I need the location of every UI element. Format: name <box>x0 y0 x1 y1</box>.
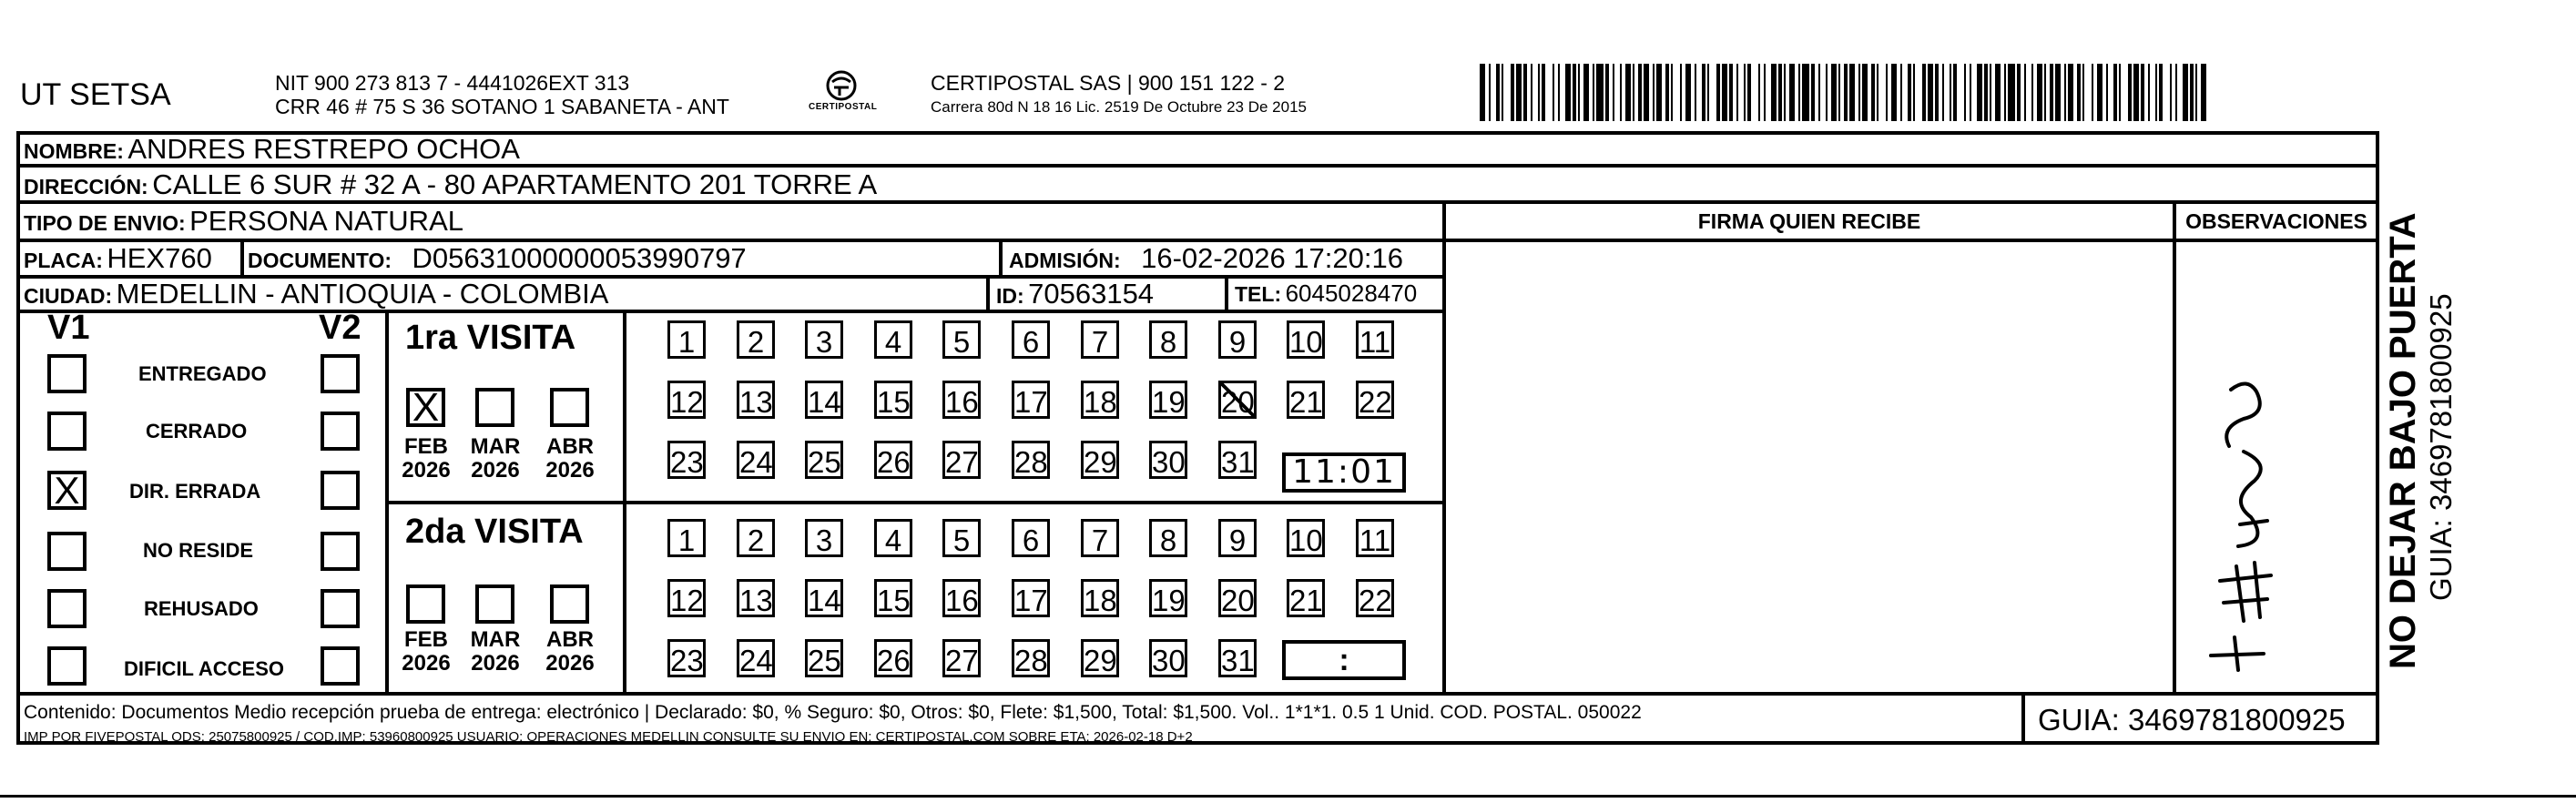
days2-day-25[interactable]: 25 <box>805 639 843 677</box>
v2-label: V2 <box>319 309 361 347</box>
barcode-bar <box>1729 64 1733 121</box>
barcode-bar <box>1862 64 1868 121</box>
barcode-bar <box>1789 64 1795 121</box>
days2-day-18[interactable]: 18 <box>1081 579 1119 617</box>
days2-day-4[interactable]: 4 <box>874 519 912 557</box>
documento-value: D05631000000053990797 <box>412 242 747 274</box>
month-feb-label: FEB <box>404 627 448 652</box>
days1-day-9[interactable]: 9 <box>1218 320 1257 359</box>
days2-day-19[interactable]: 19 <box>1149 579 1187 617</box>
first-visit-month-feb-box[interactable]: X <box>406 388 445 427</box>
v2-checkbox-no-reside[interactable] <box>321 532 360 571</box>
doc-adm-divider <box>999 239 1003 275</box>
days1-day-23[interactable]: 23 <box>667 441 706 479</box>
barcode-bar <box>1771 64 1777 121</box>
barcode-bar <box>1744 64 1746 121</box>
days1-day-15[interactable]: 15 <box>874 381 912 419</box>
barcode-bar <box>2092 64 2093 121</box>
status-no-reside: NO RESIDE <box>143 539 254 562</box>
company-name: UT SETSA <box>20 77 171 112</box>
certipostal-logo <box>812 67 871 126</box>
barcode-bar <box>1977 64 1982 121</box>
barcode-bar <box>1565 64 1571 121</box>
barcode-bar <box>1984 64 1988 121</box>
days1-day-17[interactable]: 17 <box>1012 381 1050 419</box>
documento-row <box>248 242 747 275</box>
days2-day-7[interactable]: 7 <box>1081 519 1119 557</box>
barcode-bar <box>1523 64 1527 121</box>
barcode-bar <box>1638 64 1642 121</box>
barcode-bar <box>1489 64 1491 121</box>
days2-day-5[interactable]: 5 <box>942 519 981 557</box>
placa-row <box>24 242 212 275</box>
barcode-bar <box>2024 64 2026 121</box>
v1-checkbox-cerrado[interactable] <box>47 412 87 451</box>
days1-day-22[interactable]: 22 <box>1356 381 1394 419</box>
barcode-bar <box>1995 64 2001 121</box>
v2-checkbox-entregado[interactable] <box>321 354 360 393</box>
first-visit-title: 1ra VISITA <box>405 319 576 357</box>
days1-day-19[interactable]: 19 <box>1149 381 1187 419</box>
first-visit-month-abr-box[interactable] <box>550 388 589 427</box>
barcode-bar <box>1942 64 1944 121</box>
ciudad-label: CIUDAD: <box>24 284 113 308</box>
barcode-bar <box>2195 64 2197 121</box>
month-abr-label: ABR <box>546 434 594 459</box>
second-visit-month-feb-box[interactable] <box>406 584 445 624</box>
barcode-bar <box>1716 64 1720 121</box>
days2-day-30[interactable]: 30 <box>1149 639 1187 677</box>
barcode-bar <box>2077 64 2081 121</box>
barcode-bar <box>1531 64 1532 121</box>
barcode-bar <box>2031 64 2033 121</box>
nombre-label: NOMBRE: <box>24 139 124 163</box>
barcode-bar <box>1831 64 1837 121</box>
days1-day-11[interactable]: 11 <box>1356 320 1394 359</box>
barcode-bar <box>1798 64 1800 121</box>
days2-day-24[interactable]: 24 <box>737 639 775 677</box>
barcode-bar <box>2037 64 2042 121</box>
barcode-bar <box>2082 64 2084 121</box>
days1-day-16[interactable]: 16 <box>942 381 981 419</box>
barcode-bar <box>1538 64 1540 121</box>
tel-row <box>1235 280 1417 308</box>
obs-left-line <box>2173 200 2176 694</box>
year-label: 2026 <box>545 458 595 483</box>
days2-day-15[interactable]: 15 <box>874 579 912 617</box>
barcode-bar <box>1891 64 1897 121</box>
days1-day-29[interactable]: 29 <box>1081 441 1119 479</box>
placa-value: HEX760 <box>107 242 212 274</box>
certipostal-line: CERTIPOSTAL SAS | 900 151 122 - 2 <box>931 71 1286 95</box>
days1-day-26[interactable]: 26 <box>874 441 912 479</box>
days1-day-8[interactable]: 8 <box>1149 320 1187 359</box>
status-dificil-acceso: DIFICIL ACCESO <box>124 657 285 680</box>
barcode-bar <box>2017 64 2021 121</box>
days1-day-18[interactable]: 18 <box>1081 381 1119 419</box>
tipo-row <box>24 205 463 238</box>
nombre-value: ANDRES RESTREPO OCHOA <box>127 133 520 165</box>
barcode-bar <box>1707 64 1709 121</box>
nombre-row <box>24 133 520 166</box>
barcode-bar <box>2141 64 2144 121</box>
days2-day-23[interactable]: 23 <box>667 639 706 677</box>
admision-value: 16-02-2026 17:20:16 <box>1141 242 1403 274</box>
barcode-bar <box>1583 64 1589 121</box>
days1-day-1[interactable]: 1 <box>667 320 706 359</box>
barcode-bar <box>1516 64 1522 121</box>
days2-day-10[interactable]: 10 <box>1287 519 1325 557</box>
barcode-bar <box>2097 64 2103 121</box>
barcode-bar <box>1736 64 1738 121</box>
side-warning: NO DEJAR BAJO PUERTA <box>2383 212 2423 669</box>
second-visit-month-abr <box>541 628 599 676</box>
documento-label: DOCUMENTO: <box>248 249 392 272</box>
days2-day-17[interactable]: 17 <box>1012 579 1050 617</box>
ciudad-value: MEDELLIN - ANTIOQUIA - COLOMBIA <box>116 278 609 310</box>
first-visit-month-mar-box[interactable] <box>475 388 514 427</box>
barcode-bar <box>1496 64 1500 121</box>
barcode-bar <box>1702 64 1705 121</box>
barcode-bar <box>2201 64 2206 121</box>
barcode-bar <box>1644 64 1649 121</box>
month-feb-label: FEB <box>404 434 448 459</box>
v2-checkbox-cerrado[interactable] <box>321 412 360 451</box>
months-days-divider <box>623 310 626 692</box>
barcode-bar <box>1877 64 1879 121</box>
barcode-bar <box>2008 64 2015 121</box>
days1-day-24[interactable]: 24 <box>737 441 775 479</box>
barcode-bar <box>2183 64 2188 121</box>
v1-checkbox-dificil-acceso[interactable] <box>47 646 87 686</box>
days2-day-9[interactable]: 9 <box>1218 519 1257 557</box>
barcode-bar <box>1802 64 1809 121</box>
days1-day-21[interactable]: 21 <box>1287 381 1325 419</box>
admision-row <box>1009 242 1403 275</box>
barcode-bar <box>1625 64 1631 121</box>
days2-day-31[interactable]: 31 <box>1218 639 1257 677</box>
days2-day-12[interactable]: 12 <box>667 579 706 617</box>
barcode-bar <box>2064 64 2066 121</box>
barcode-bar <box>1844 64 1848 121</box>
id-label: ID: <box>996 284 1024 308</box>
days2-day-28[interactable]: 28 <box>1012 639 1050 677</box>
barcode-bar <box>1953 64 1957 121</box>
barcode-bar <box>2128 64 2132 121</box>
days2-day-13[interactable]: 13 <box>737 579 775 617</box>
barcode-bar <box>1811 64 1815 121</box>
barcode-bar <box>1900 64 1902 121</box>
days2-day-22[interactable]: 22 <box>1356 579 1394 617</box>
barcode-bar <box>1784 64 1786 121</box>
days2-day-14[interactable]: 14 <box>805 579 843 617</box>
days1-day-3[interactable]: 3 <box>805 320 843 359</box>
barcode-bar <box>1596 64 1604 121</box>
barcode-bar <box>1553 64 1554 121</box>
ciudad-row <box>24 278 608 310</box>
barcode-bar <box>1758 64 1760 121</box>
barcode-bar <box>1826 64 1828 121</box>
days2-day-20[interactable]: 20 <box>1218 579 1257 617</box>
month-mar-label: MAR <box>470 434 521 459</box>
tipo-value: PERSONA NATURAL <box>189 205 463 237</box>
barcode-bar <box>2155 64 2157 121</box>
barcode-bar <box>1871 64 1875 121</box>
year-label: 2026 <box>471 458 520 483</box>
barcode-bar <box>2148 64 2150 121</box>
v2-checkbox-dificil-acceso[interactable] <box>321 646 360 686</box>
barcode-bar <box>2119 64 2121 121</box>
year-label: 2026 <box>402 651 451 676</box>
certipostal-logo-icon <box>812 67 871 126</box>
days2-day-8[interactable]: 8 <box>1149 519 1187 557</box>
first-visit-time[interactable]: 11:01 <box>1282 452 1406 493</box>
days1-day-5[interactable]: 5 <box>942 320 981 359</box>
days2-day-29[interactable]: 29 <box>1081 639 1119 677</box>
barcode-bar <box>2106 64 2108 121</box>
barcode-bar <box>1578 64 1580 121</box>
barcode-bar <box>1935 64 1939 121</box>
second-visit-month-mar <box>466 628 524 676</box>
days2-day-21[interactable]: 21 <box>1287 579 1325 617</box>
bottom-edge <box>0 795 2576 798</box>
barcode-bar <box>1542 64 1545 121</box>
status-rehusado: REHUSADO <box>144 597 259 620</box>
barcode-bar <box>2159 64 2163 121</box>
barcode-bar <box>1913 64 1915 121</box>
days1-day-14[interactable]: 14 <box>805 381 843 419</box>
checks-visits-divider <box>385 310 389 692</box>
barcode-bar <box>1685 64 1691 121</box>
footer-frame <box>16 692 2379 745</box>
firma-left-line <box>1442 200 1446 694</box>
placa-label: PLACA: <box>24 249 103 272</box>
tel-label: TEL: <box>1235 282 1282 306</box>
year-label: 2026 <box>402 458 451 483</box>
days1-day-25[interactable]: 25 <box>805 441 843 479</box>
barcode-bar <box>1620 64 1622 121</box>
side-guia: GUIA: 3469781800925 <box>2424 293 2458 601</box>
barcode-bar <box>2190 64 2194 121</box>
days1-day-6[interactable]: 6 <box>1012 320 1050 359</box>
barcode-bar <box>1665 64 1669 121</box>
barcode-bar <box>1928 64 1933 121</box>
days2-day-3[interactable]: 3 <box>805 519 843 557</box>
id-tel-divider <box>1225 275 1228 310</box>
address-line: CRR 46 # 75 S 36 SOTANO 1 SABANETA - ANT <box>275 95 729 118</box>
barcode-bar <box>2068 64 2073 121</box>
days1-day-12[interactable]: 12 <box>667 381 706 419</box>
admision-label: ADMISIÓN: <box>1009 249 1121 272</box>
first-visit-month-abr <box>541 435 599 483</box>
second-visit-month-mar-box[interactable] <box>475 584 514 624</box>
month-abr-label: ABR <box>546 627 594 652</box>
id-row <box>996 278 1154 310</box>
barcode-bar <box>1908 64 1911 121</box>
second-visit-month-abr-box[interactable] <box>550 584 589 624</box>
barcode-bar <box>1593 64 1594 121</box>
days1-day-4[interactable]: 4 <box>874 320 912 359</box>
barcode-bar <box>1886 64 1888 121</box>
license-line: Carrera 80d N 18 16 Lic. 2519 De Octubre 23 De 2015 <box>931 98 1307 116</box>
barcode-bar <box>1480 64 1485 121</box>
barcode-bar <box>1922 64 1926 121</box>
barcode-bar <box>1680 64 1682 121</box>
barcode-bar <box>2133 64 2139 121</box>
handwritten-signature-icon <box>2184 364 2291 674</box>
days2-day-27[interactable]: 27 <box>942 639 981 677</box>
v1-checkbox-dir-errada[interactable]: X <box>47 471 87 510</box>
barcode-bar <box>1656 64 1662 121</box>
visit-divider <box>385 501 1444 504</box>
barcode-bar <box>1671 64 1673 121</box>
barcode-bar <box>2113 64 2117 121</box>
days1-day-20[interactable]: 20 <box>1218 381 1257 419</box>
status-dir-errada: DIR. ERRADA <box>129 480 261 503</box>
second-visit-month-feb <box>397 628 455 676</box>
status-entregado: ENTREGADO <box>138 362 267 385</box>
tel-value: 6045028470 <box>1285 280 1418 307</box>
days2-day-1[interactable]: 1 <box>667 519 706 557</box>
firma-header: FIRMA QUIEN RECIBE <box>1697 209 1921 233</box>
barcode-bar <box>1990 64 1991 121</box>
v2-checkbox-dir-errada[interactable] <box>321 471 360 510</box>
days2-day-6[interactable]: 6 <box>1012 519 1050 557</box>
barcode-bar <box>1764 64 1766 121</box>
barcode-bar <box>1573 64 1576 121</box>
days1-day-28[interactable]: 28 <box>1012 441 1050 479</box>
barcode-bar <box>1838 64 1840 121</box>
v1-checkbox-rehusado[interactable] <box>47 589 87 628</box>
days2-day-26[interactable]: 26 <box>874 639 912 677</box>
ciudad-id-divider <box>986 275 990 310</box>
barcode-bar <box>1633 64 1634 121</box>
barcode-bar <box>1511 64 1514 121</box>
barcode-bar <box>2170 64 2172 121</box>
placa-doc-divider <box>240 239 244 275</box>
days1-day-7[interactable]: 7 <box>1081 320 1119 359</box>
barcode-bar <box>1818 64 1820 121</box>
days1-day-13[interactable]: 13 <box>737 381 775 419</box>
signature-area[interactable] <box>2184 364 2291 674</box>
v1-checkbox-no-reside[interactable] <box>47 532 87 571</box>
v1-checkbox-entregado[interactable] <box>47 354 87 393</box>
first-visit-month-feb <box>397 435 455 483</box>
year-label: 2026 <box>471 651 520 676</box>
footer-imp: IMP POR FIVEPOSTAL ODS: 25075800925 / COD.IMP: 53960800925 USUARIO: OPERACIONES MEDELLIN CONSULTE SU ENVIO EN: CERTIPOSTAL.COM SOBRE ETA: 2026-02-18 D+2 <box>24 729 1193 745</box>
barcode-bar <box>2055 64 2061 121</box>
barcode-bar <box>1970 64 1971 121</box>
observaciones-header: OBSERVACIONES <box>2185 209 2367 233</box>
barcode-bar <box>1695 64 1696 121</box>
second-visit-time[interactable]: : <box>1282 640 1406 680</box>
barcode-bar <box>2044 64 2046 121</box>
barcode-bar <box>1722 64 1727 121</box>
month-mar-label: MAR <box>470 627 521 652</box>
year-label: 2026 <box>545 651 595 676</box>
days2-day-2[interactable]: 2 <box>737 519 775 557</box>
v2-checkbox-rehusado[interactable] <box>321 589 360 628</box>
days1-day-10[interactable]: 10 <box>1287 320 1325 359</box>
nit-line: NIT 900 273 813 7 - 4441026EXT 313 <box>275 71 630 95</box>
direccion-row <box>24 168 877 201</box>
second-visit-title: 2da VISITA <box>405 513 584 551</box>
barcode-bar <box>1613 64 1614 121</box>
barcode-bar <box>1858 64 1860 121</box>
days1-day-31[interactable]: 31 <box>1218 441 1257 479</box>
barcode-bar <box>1778 64 1782 121</box>
barcode-bar <box>1747 64 1751 121</box>
v1-label: V1 <box>47 309 90 347</box>
days1-day-30[interactable]: 30 <box>1149 441 1187 479</box>
first-visit-month-mar <box>466 435 524 483</box>
days1-day-27[interactable]: 27 <box>942 441 981 479</box>
barcode-bar <box>1605 64 1609 121</box>
status-cerrado: CERRADO <box>146 420 248 442</box>
footer-guia: GUIA: 3469781800925 <box>2038 703 2346 737</box>
barcode-bar <box>2004 64 2006 121</box>
barcode-bar <box>1653 64 1655 121</box>
barcode-bar <box>1558 64 1560 121</box>
direccion-value: CALLE 6 SUR # 32 A - 80 APARTAMENTO 201 TORRE A <box>152 168 878 200</box>
tipo-label: TIPO DE ENVIO: <box>24 211 186 235</box>
direccion-label: DIRECCIÓN: <box>24 175 148 198</box>
barcode-bar <box>2050 64 2053 121</box>
barcode-bar <box>1950 64 1951 121</box>
barcode-bar <box>1849 64 1855 121</box>
days1-day-2[interactable]: 2 <box>737 320 775 359</box>
logo-caption: CERTIPOSTAL <box>809 102 878 112</box>
id-value: 70563154 <box>1028 278 1155 310</box>
days2-day-11[interactable]: 11 <box>1356 519 1394 557</box>
barcode-bar <box>1502 64 1503 121</box>
barcode-bar <box>1964 64 1966 121</box>
footer-contenido: Contenido: Documentos Medio recepción prueba de entrega: electrónico | Declarado: $0, % Seguro: $0, Otros: $0, Flete: $1,500, Total: $1,500. Vol.. 1*1*1. 0.5 1 Unid. COD. POSTAL. 050022 <box>24 702 1642 723</box>
days2-day-16[interactable]: 16 <box>942 579 981 617</box>
barcode-bar <box>2175 64 2177 121</box>
barcode <box>1480 64 2204 121</box>
